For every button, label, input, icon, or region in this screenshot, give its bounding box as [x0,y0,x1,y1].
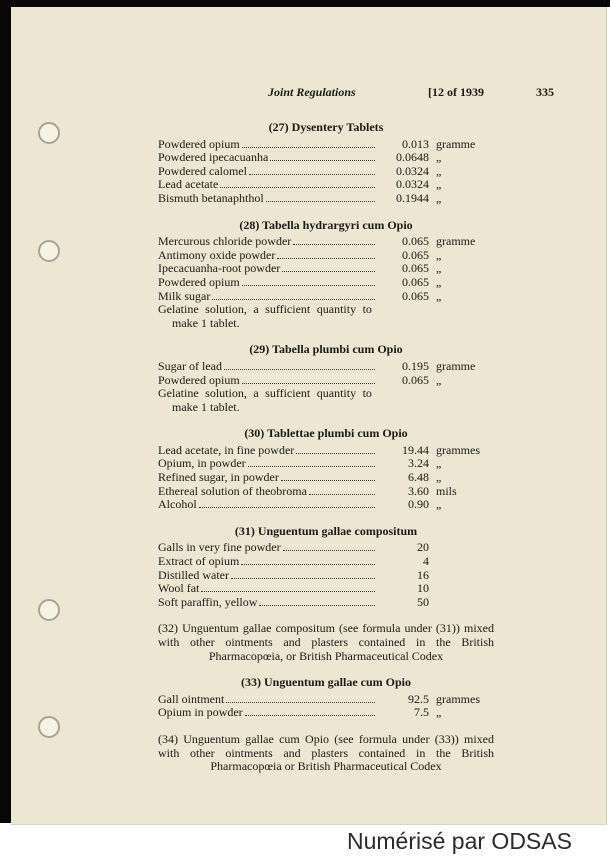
section-31 [158,525,494,610]
dot-leader [281,480,375,481]
formula-row [158,178,494,192]
ingredient-unit: „ [436,705,442,720]
ingredient-unit: „ [436,261,442,276]
ingredient-value: 0.065 [402,274,429,289]
ingredient-value: 0.90 [408,497,429,512]
ingredient-value: 92.5 [408,691,429,706]
ingredient-name: Powdered calomel [158,163,247,178]
ingredient-name: Soft paraffin, yellow [158,594,258,609]
formula-row [158,138,494,152]
formula-row [158,582,494,596]
ingredient-value: 16 [417,567,429,582]
formula-row [158,693,494,707]
section-note-line1: Gelatine solution, a sufficient quantity to [158,386,372,401]
ingredient-value: 3.24 [408,456,429,471]
section-note-line2: make 1 tablet. [172,315,240,330]
section-heading: (33) Unguentum gallae cum Opio [240,675,411,690]
punch-hole [38,716,60,738]
scan-watermark: Numérisé par ODSAS [347,828,572,854]
section-heading: (29) Tabella plumbi cum Opio [249,342,403,357]
section-heading: (28) Tabella hydrargyri cum Opio [239,217,413,232]
formula-row [158,555,494,569]
ingredient-name: Sugar of lead [158,358,222,373]
dot-leader [231,578,375,579]
ingredient-name: Milk sugar [158,288,211,303]
dot-leader [245,715,375,716]
dot-leader [282,271,375,272]
punch-hole [38,599,60,621]
formula-row [158,235,494,249]
ingredient-value: 0.013 [402,136,429,151]
section-33 [158,676,494,720]
section-heading: (30) Tablettae plumbi cum Opio [244,426,408,441]
dot-leader [283,550,375,551]
scan-edge-left [0,0,11,823]
formula-row [158,290,494,304]
ingredient-unit: „ [436,497,442,512]
dot-leader [259,605,375,606]
dot-leader [293,244,375,245]
ingredient-value: 10 [417,581,429,596]
section-note-line2: make 1 tablet. [172,399,240,414]
ingredient-unit: gramme [436,234,476,249]
formula-row [158,485,494,499]
ingredient-value: 0.065 [402,234,429,249]
ingredient-unit: grammes [436,691,480,706]
ingredient-unit: „ [436,288,442,303]
ingredient-value: 0.0324 [396,177,429,192]
ingredient-name: Powdered ipecacuanha [158,150,269,165]
scan-edge-top [0,0,610,7]
formula-row [158,151,494,165]
dot-leader [224,369,375,370]
ingredient-value: 0.065 [402,372,429,387]
dot-leader [242,147,375,148]
formula-row [158,569,494,583]
ingredient-name: Galls in very fine powder [158,540,281,555]
section-29 [158,343,494,414]
section-27 [158,121,494,206]
ingredient-name: Opium in powder [158,705,243,720]
dot-leader [248,466,375,467]
punch-hole [38,240,60,262]
ingredient-value: 0.195 [402,358,429,373]
ingredient-name: Antimony oxide powder [158,247,276,262]
formula-row [158,360,494,374]
ingredient-value: 19.44 [402,442,429,457]
formula-row [158,165,494,179]
ingredient-name: Powdered opium [158,274,240,289]
ingredient-value: 0.0648 [396,150,429,165]
ingredient-value: 0.065 [402,261,429,276]
formula-row [158,192,494,206]
punch-hole [38,122,60,144]
ingredient-unit: „ [436,274,442,289]
ingredient-value: 7.5 [414,705,429,720]
ingredient-unit: gramme [436,358,476,373]
ingredient-name: Mercurous chloride powder [158,234,292,249]
ingredient-value: 50 [417,594,429,609]
formula-row [158,541,494,555]
ingredient-unit: „ [436,247,442,262]
formula-row [158,249,494,263]
ingredient-value: 0.0324 [396,163,429,178]
dot-leader [242,285,375,286]
formula-row [158,471,494,485]
dot-leader [249,174,375,175]
ingredient-value: 20 [417,540,429,555]
dot-leader [212,299,375,300]
section-note-line1: Gelatine solution, a sufficient quantity to [158,302,372,317]
ingredient-unit: „ [436,177,442,192]
ingredient-value: 3.60 [408,483,429,498]
page-header-title: Joint Regulations [268,85,356,99]
formula-row [158,444,494,458]
ingredient-name: Lead acetate, in fine powder [158,442,295,457]
ingredient-name: Ipecacuanha-root powder [158,261,281,276]
section-32-paragraph: (32) Unguentum gallae compositum (see formula under (31)) mixed with other ointments and plasters contained in the British Pharmacopœia, or British Pharmaceutical Codex [158,621,494,663]
ingredient-name: Powdered opium [158,136,240,151]
ingredient-value: 4 [423,554,429,569]
ingredient-name: Powdered opium [158,372,240,387]
page-number: 335 [536,85,554,99]
ingredient-name: Wool fat [158,581,200,596]
dot-leader [199,507,375,508]
dot-leader [201,591,375,592]
ingredient-unit: „ [436,456,442,471]
document-content [158,121,494,787]
dot-leader [277,258,375,259]
ingredient-name: Opium, in powder [158,456,246,471]
ingredient-unit: grammes [436,442,480,457]
ingredient-name: Distilled water [158,567,229,582]
ingredient-name: Alcohol [158,497,197,512]
page-header-ordinance: [12 of 1939 [428,85,484,99]
formula-row [158,262,494,276]
dot-leader [220,187,375,188]
formula-row [158,457,494,471]
section-heading: (31) Unguentum gallae compositum [234,523,418,538]
formula-row [158,498,494,512]
section-heading: (27) Dysentery Tablets [268,120,384,134]
ingredient-value: 6.48 [408,470,429,485]
dot-leader [266,201,375,202]
formula-row [158,276,494,290]
ingredient-unit: „ [436,470,442,485]
ingredient-unit: „ [436,163,442,178]
formula-row [158,596,494,610]
ingredient-unit: „ [436,372,442,387]
ingredient-value: 0.065 [402,288,429,303]
dot-leader [241,564,375,565]
ingredient-unit: gramme [436,136,476,151]
ingredient-name: Extract of opium [158,554,240,569]
ingredient-unit: mils [436,483,457,498]
formula-row [158,706,494,720]
ingredient-value: 0.065 [402,247,429,262]
ingredient-name: Refined sugar, in powder [158,470,279,485]
ingredient-unit: „ [436,190,442,205]
formula-row [158,374,494,388]
ingredient-name: Ethereal solution of theobroma [158,483,307,498]
ingredient-name: Bismuth betanaphthol [158,190,264,205]
ingredient-name: Lead acetate [158,177,219,192]
ingredient-value: 0.1944 [396,190,429,205]
dot-leader [270,160,375,161]
ingredient-unit: „ [436,150,442,165]
section-34-paragraph: (34) Unguentum gallae cum Opio (see formula under (33)) mixed with other ointments and plasters contained in the British Pharmacopœia or British Pharmaceutical Codex [158,731,494,774]
section-30 [158,427,494,512]
section-28 [158,219,494,331]
ingredient-name: Gall ointment [158,691,225,706]
dot-leader [296,453,375,454]
dot-leader [226,702,375,703]
dot-leader [309,494,375,495]
dot-leader [242,383,375,384]
